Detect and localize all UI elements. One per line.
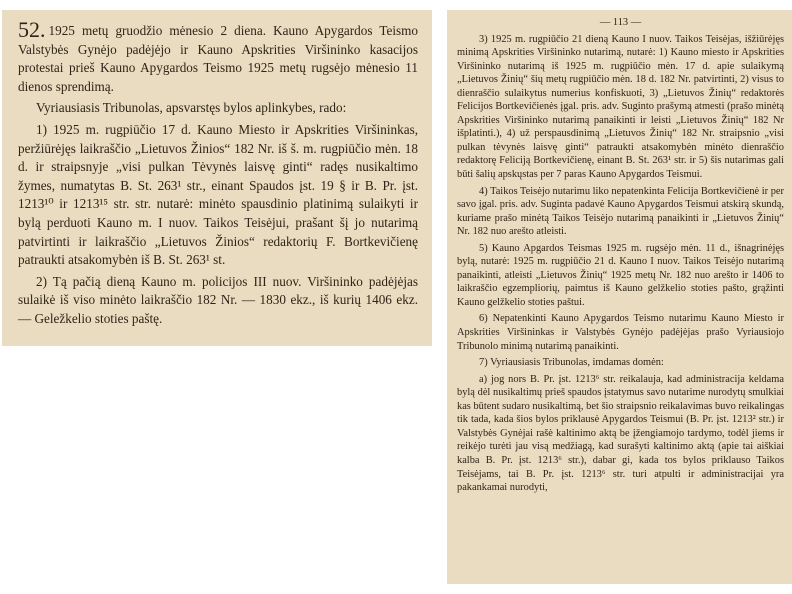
right-paragraph: 6) Nepatenkinti Kauno Apygardos Teismo nutarimu Kauno Miesto ir Apskrities Viršininkas ir Valstybės Gynėjo padėjėjas prašo Vyriausiojo Tribunolo minimą nutarimą panaikinti.	[457, 313, 784, 352]
left-paragraph: 2) Tą pačią dieną Kauno m. policijos III nuov. Viršininko padėjėjas sulaikė iš viso minėto laikraščio 182 Nr. — 1830 ekz., iš kurių 1406 ekz. — Geležkelio stoties paštę.	[18, 273, 418, 326]
page-number: — 113 —	[599, 17, 642, 28]
right-paragraph: 5) Kauno Apgardos Teismas 1925 m. rugsėjo mėn. 11 d., išnagrinėjęs bylą, nutarė: 1925 m. rugpiūčio 21 d. Kauno I nuov. Taikos Teisėjo nutarimą panaikinti, atleisti „Lietuvos Žinių“ 1925 metų Nr. 182 nuo arešto ir 1406 to laikraščio egzempliorių, paimtus iš Kauno gelžkelio stoties pašto, grąžinti Kauno gelžkelio stoties paštui.	[457, 242, 784, 308]
right-paragraph: 4) Taikos Teisėjo nutarimu liko nepatenkinta Felicija Bortkevičienė ir per savo įgal. pris. adv. Suginta padavė Kauno Apygardos Teismui atskirą skundą, kuriame prašo minėtą Taikos Teisėjo nutarimą panaikinti ir „Lietuvos Žinių“ Nr. 182 nuo arešto atleisti.	[457, 185, 784, 238]
right-paragraph: 3) 1925 m. rugpiūčio 21 dieną Kauno I nuov. Taikos Teisėjas, išžiūrėjęs minimą Apskrities Viršininko nutarimą, nutarė: 1) Kauno miesto ir Apskrities Viršininko nutarimą iš 1925 m. rugpiūčio mėn. 17 d. apie sulaikymą „Lietuvos Žinių“ šių metų rugpiūčio mėn. 18 d. 182 Nr. patvirtinti, 2) visus to dienraščio sulaikytus numerius konfiskuoti, 3) „Lietuvos Žinių“ redaktorės Felicijos Bortkevičienės įgal. pris. adv. Suginto prašymą atmesti (prašo minėtą Apskrities Viršininko nutarimą panaikinti ir leisti „Lietuvos Žinių“ 182 Nr išplatinti.), 4) už perspausdinimą „Lietuvos Žinių“ 182 Nr. straipsnio „visi pulkan tėvynės laisvę ginti“ patraukti atsakomybėn minėto dienraščio redaktorę Feliciją Bortkevičienę, einant B. St. 263¹ str. ir 5) šis nutarimas gali būti šalių apskųstas per 7 paras Kauno Apygardos Teismui.	[457, 33, 784, 181]
case-number: 52.	[18, 17, 46, 42]
right-paragraph: a) jog nors B. Pr. įst. 1213⁶ str. reikalauja, kad administracija keldama bylą dėl nusikaltimų prieš spaudos įstatymus savo nutarime nurodytų smulkiai kas būtent sudaro nusikaltimą, bet šio straipsnio reikalavimas buvo reikalingas tik tada, kada šios bylos priklausė Apygardos Teismui (B. Pr. įst. 1213² str.) ir Valstybės Gynėjai rašė kaltinimo aktą be įžengiamojo tardymo, todėl jiems ir reikėjo turėti jau visą medžiagą, kad surašyti kaltinimo aktą (apie tai aiškiai kalba B. Pr. įst. 1213⁶ str.), dabar gi, kada tos bylos priklauso Taikos Teisėjams, tai B. Pr. įst. 1213⁶ str. turi atpulti ir administracijai yra pakankamai nurodyti,	[457, 373, 784, 494]
case-intro: 1925 metų gruodžio mėnesio 2 diena. Kauno Apygardos Teismo Valstybės Gynėjo padėjėjo ir Kauno Apskrities Viršininko kasacijos protestai prieš Kauno Apygardos Teismo 1925 metų rugsėjo mėnesio 11 dienos sprendimą.	[18, 23, 418, 94]
left-heading-paragraph	[18, 17, 418, 96]
right-clipping	[447, 10, 792, 584]
right-paragraph: 7) Vyriausiasis Tribunolas, imdamas domėn:	[479, 357, 664, 369]
left-clipping	[2, 10, 432, 346]
left-paragraph: Vyriausiasis Tribunolas, apsvarstęs bylos aplinkybes, rado:	[36, 100, 347, 116]
left-paragraph: 1) 1925 m. rugpiūčio 17 d. Kauno Miesto ir Apskrities Viršininkas, peržiūrėjęs laikraščio „Lietuvos Žinios“ 182 Nr. iš š. m. rugpiūčio mėn. 18 d. ir straipsnyje „visi pulkan Tėvynės laisvę ginti“ radęs nusikaltimo žymes, numatytas B. St. 263¹ str., einant Spaudos įst. 19 § ir B. Pr. įst. 1213¹⁰ ir 1213¹⁵ str. str. nutarė: minėto spausdinio platinimą sulaikyti ir bylą perduoti Kauno m. I nuov. Taikos Teisėjui, prašant šį jo nutarimą patvirtinti ir laikraščio „Lietuvos Žinios“ redaktorių F. Bortkevičienę patraukti atsakomybėn iš B. St. 263¹ st.	[18, 121, 418, 268]
